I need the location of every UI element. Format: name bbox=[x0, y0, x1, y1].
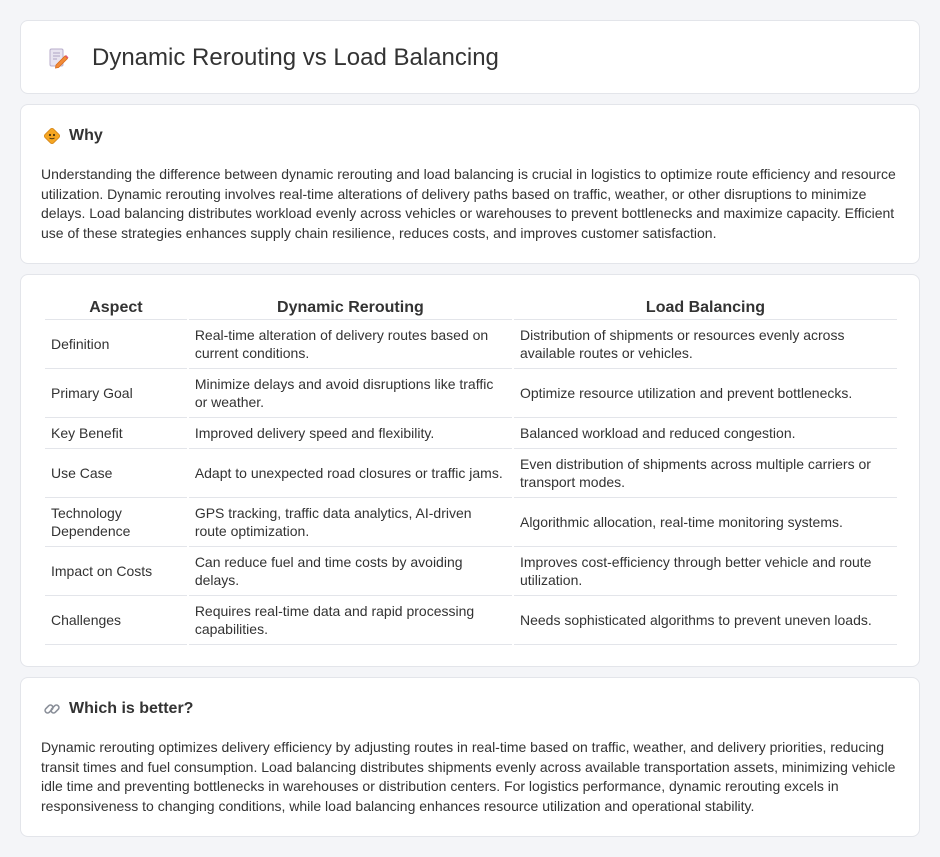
table-row bbox=[45, 369, 897, 418]
warning-diamond-icon bbox=[43, 127, 61, 145]
table-row bbox=[45, 498, 897, 547]
cell-load-balancing: Improves cost-efficiency through better vehicle and route utilization. bbox=[514, 547, 897, 596]
cell-load-balancing: Distribution of shipments or resources evenly across available routes or vehicles. bbox=[514, 320, 897, 369]
cell-aspect: Definition bbox=[45, 320, 187, 369]
cell-dynamic-rerouting: GPS tracking, traffic data analytics, AI-driven route optimization. bbox=[189, 498, 512, 547]
cell-load-balancing: Optimize resource utilization and prevent bottlenecks. bbox=[514, 369, 897, 418]
table-row bbox=[45, 547, 897, 596]
why-heading-row bbox=[43, 127, 103, 145]
cell-load-balancing: Even distribution of shipments across multiple carriers or transport modes. bbox=[514, 449, 897, 498]
comparison-section bbox=[20, 274, 920, 667]
cell-dynamic-rerouting: Minimize delays and avoid disruptions like traffic or weather. bbox=[189, 369, 512, 418]
table-row bbox=[45, 596, 897, 645]
header-aspect: Aspect bbox=[45, 295, 187, 320]
cell-aspect: Use Case bbox=[45, 449, 187, 498]
better-heading: Which is better? bbox=[69, 700, 194, 717]
title-card bbox=[20, 20, 920, 94]
table-row bbox=[45, 449, 897, 498]
cell-dynamic-rerouting: Adapt to unexpected road closures or traffic jams. bbox=[189, 449, 512, 498]
which-is-better-section bbox=[20, 677, 920, 837]
cell-load-balancing: Balanced workload and reduced congestion. bbox=[514, 418, 897, 449]
table-row bbox=[45, 418, 897, 449]
cell-aspect: Challenges bbox=[45, 596, 187, 645]
link-icon bbox=[43, 700, 61, 718]
cell-dynamic-rerouting: Improved delivery speed and flexibility. bbox=[189, 418, 512, 449]
comparison-table bbox=[43, 295, 899, 645]
cell-dynamic-rerouting: Can reduce fuel and time costs by avoiding delays. bbox=[189, 547, 512, 596]
cell-aspect: Technology Dependence bbox=[45, 498, 187, 547]
table-row bbox=[45, 320, 897, 369]
cell-aspect: Key Benefit bbox=[45, 418, 187, 449]
header-dynamic-rerouting: Dynamic Rerouting bbox=[189, 295, 512, 320]
cell-load-balancing: Needs sophisticated algorithms to prevent uneven loads. bbox=[514, 596, 897, 645]
better-body: Dynamic rerouting optimizes delivery efficiency by adjusting routes in real-time based on traffic, weather, and delivery priorities, reducing transit times and fuel consumption. Load balancing distributes shipments evenly across available transportation assets, minimizing vehicle idle time and preventing bottlenecks in warehouses or distribution centers. For logistics performance, dynamic rerouting excels in responsiveness to changing conditions, while load balancing enhances resource utilization and operational stability. bbox=[41, 739, 896, 814]
why-heading: Why bbox=[69, 127, 103, 144]
cell-dynamic-rerouting: Requires real-time data and rapid processing capabilities. bbox=[189, 596, 512, 645]
why-section bbox=[20, 104, 920, 264]
cell-aspect: Impact on Costs bbox=[45, 547, 187, 596]
document-pencil-icon bbox=[47, 47, 69, 69]
why-body: Understanding the difference between dynamic rerouting and load balancing is crucial in logistics to optimize route efficiency and resource utilization. Dynamic rerouting involves real-time alterations of delivery paths based on traffic, weather, or other disruptions to minimize delays. Load balancing distributes workload evenly across vehicles or warehouses to prevent bottlenecks and maximize capacity. Efficient use of these strategies enhances supply chain resilience, reduces costs, and improves customer satisfaction. bbox=[41, 166, 896, 241]
cell-dynamic-rerouting: Real-time alteration of delivery routes based on current conditions. bbox=[189, 320, 512, 369]
better-heading-row bbox=[43, 700, 193, 718]
page-title: Dynamic Rerouting vs Load Balancing bbox=[92, 44, 499, 71]
cell-aspect: Primary Goal bbox=[45, 369, 187, 418]
cell-load-balancing: Algorithmic allocation, real-time monitoring systems. bbox=[514, 498, 897, 547]
header-load-balancing: Load Balancing bbox=[514, 295, 897, 320]
table-header-row bbox=[45, 295, 897, 320]
